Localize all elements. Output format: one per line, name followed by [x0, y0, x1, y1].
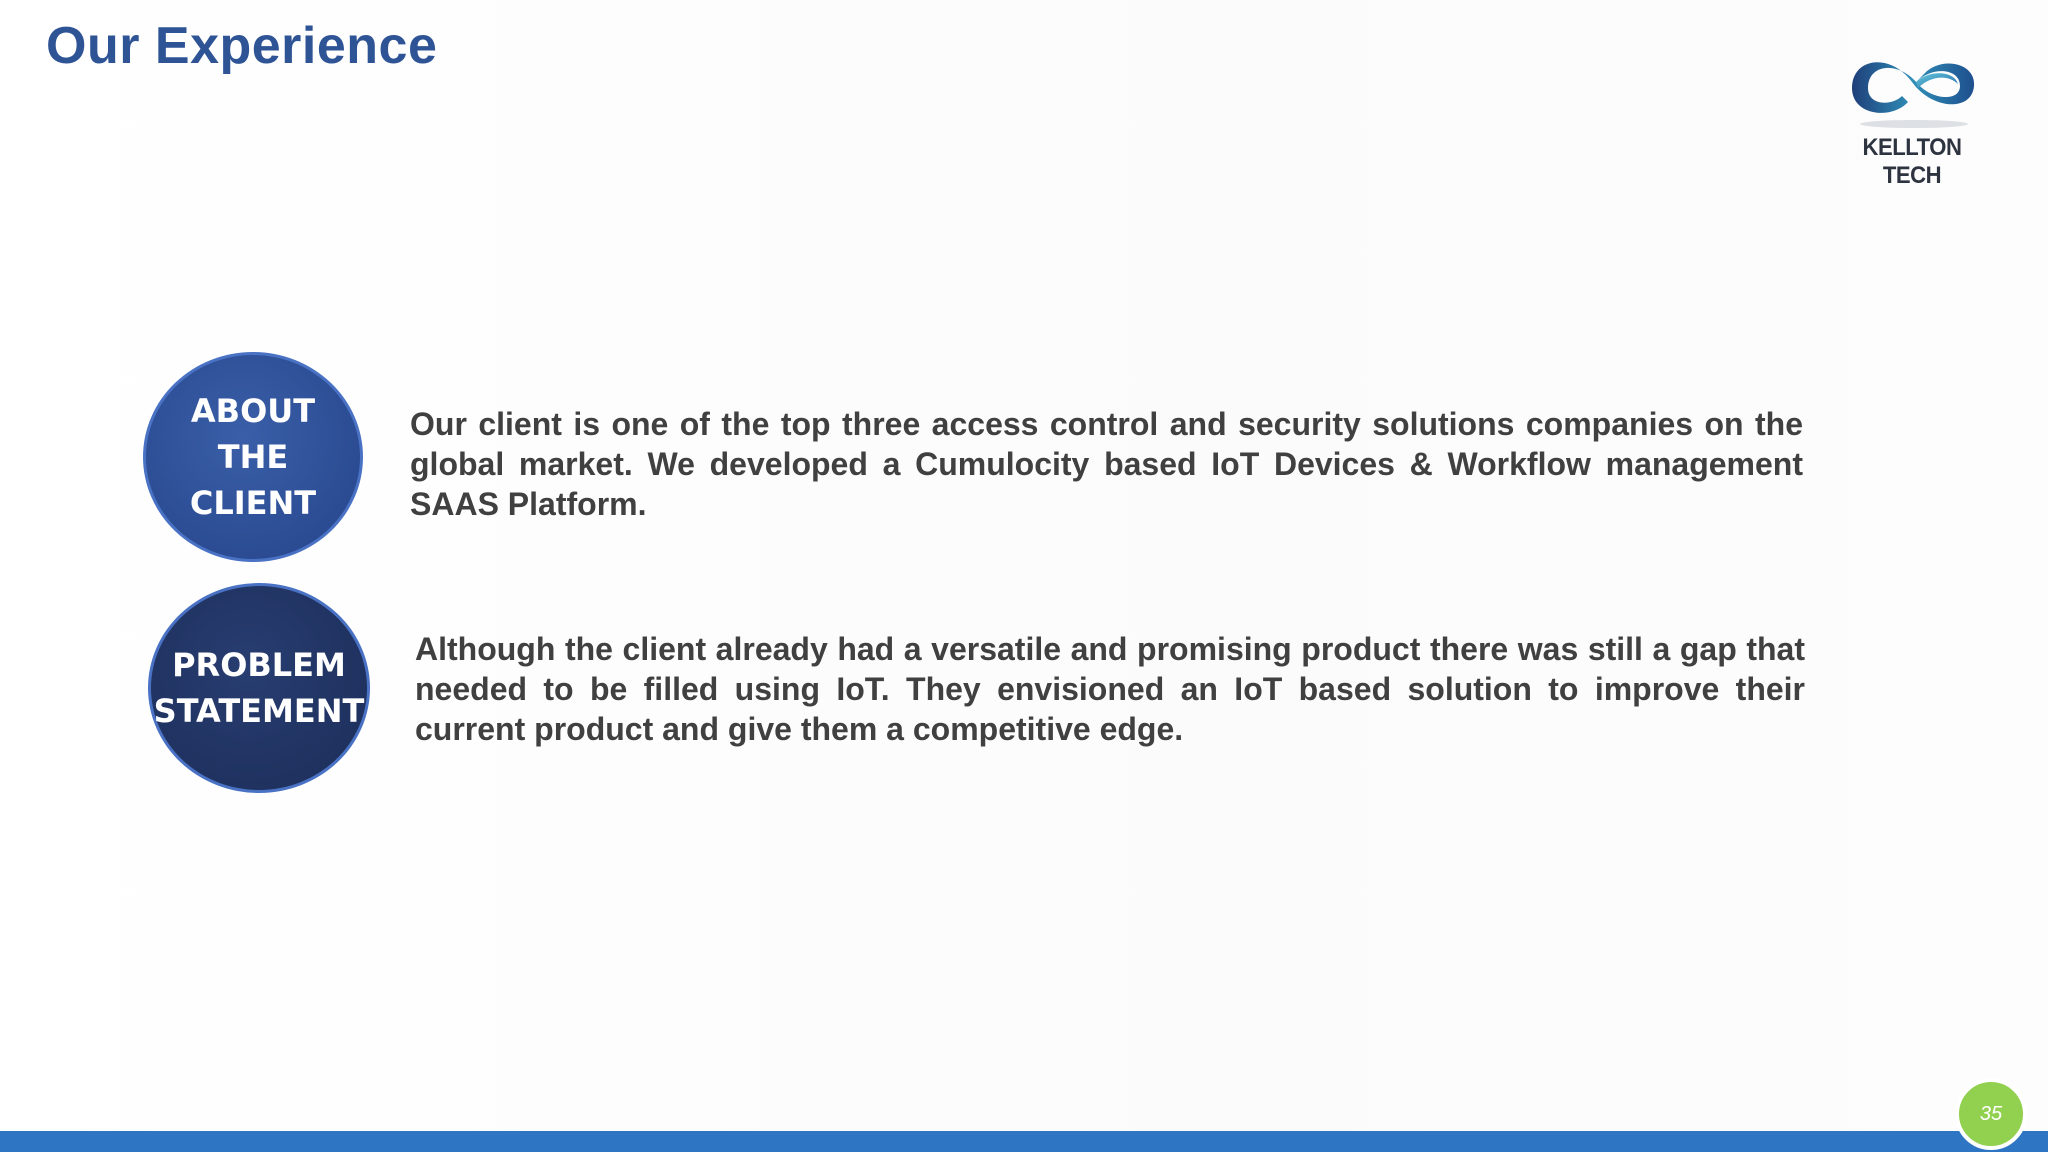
slide-title: Our Experience [46, 17, 438, 75]
about-badge-label: ABOUT THE CLIENT [189, 392, 317, 522]
problem-statement-badge [148, 583, 370, 793]
page-number-badge: 35 [1955, 1078, 2027, 1150]
company-logo [1832, 40, 1992, 189]
about-the-client-text: Our client is one of the top three access control and security solutions companies on the global market. We developed a Cumulocity based IoT Devices & Workflow management SAAS Platform. [410, 406, 1803, 522]
bottom-bar [0, 1131, 2048, 1152]
problem-statement-text: Although the client already had a versatile and promising product there was still a gap that needed to be filled using IoT. They envisioned an IoT based solution to improve their current product and give them a competitive edge. [415, 631, 1805, 747]
logo-wordmark: KELLTON TECH [1862, 134, 1962, 189]
about-the-client-badge [143, 352, 363, 562]
infinity-logo-icon [1832, 40, 1992, 132]
problem-badge-label: PROBLEM STATEMENT [153, 646, 365, 730]
